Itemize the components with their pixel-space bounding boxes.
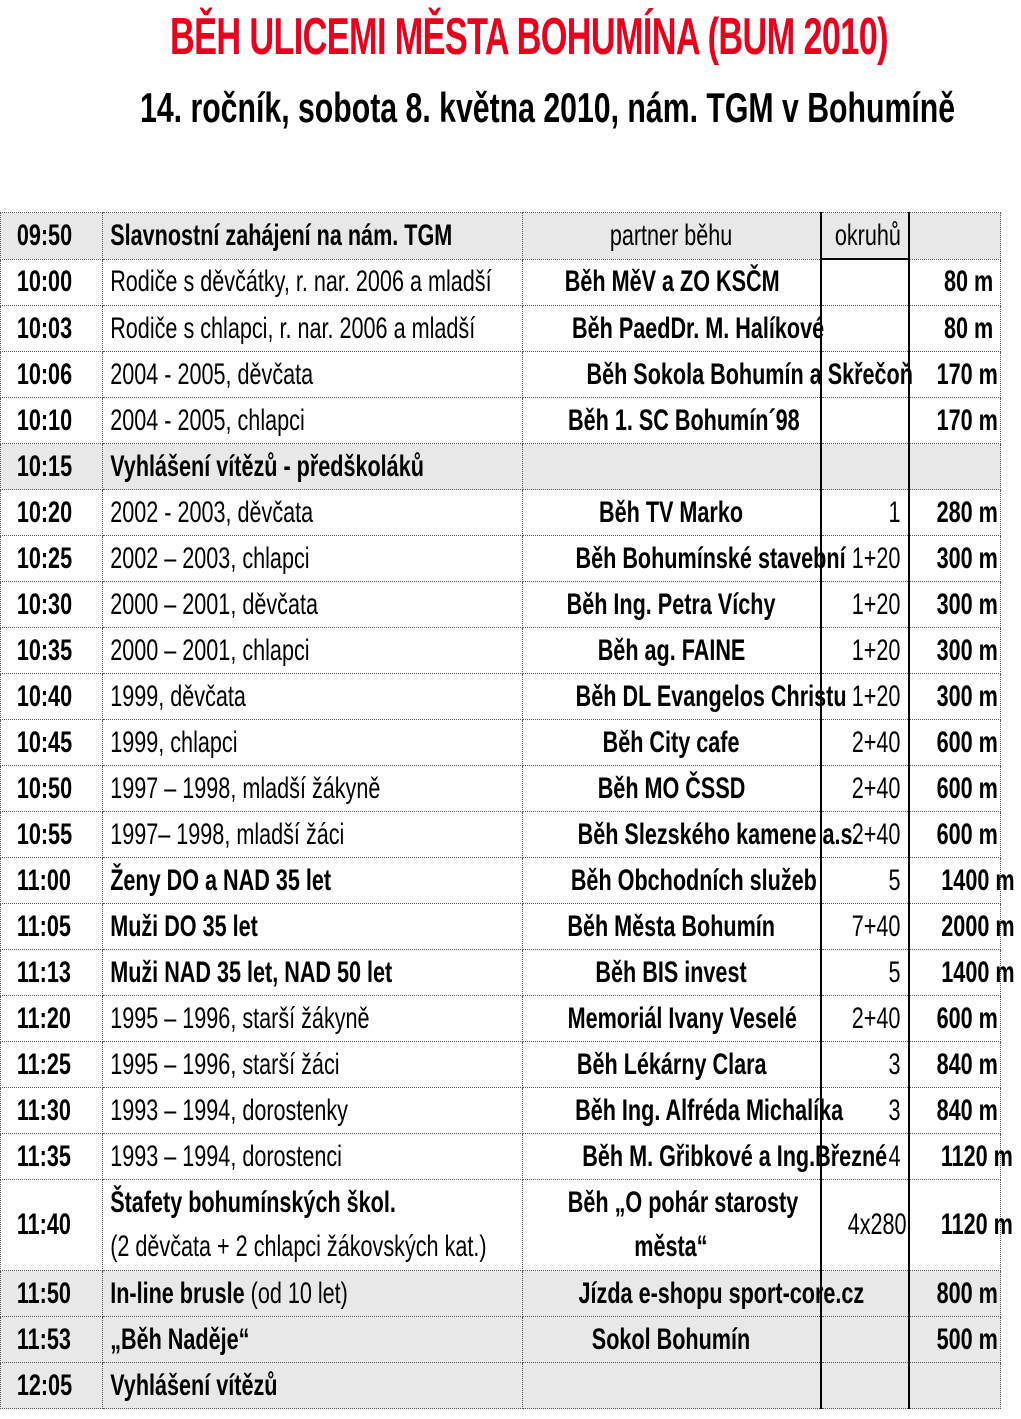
distance-text: 170 m [936, 403, 998, 437]
time-text: 11:53 [16, 1322, 71, 1356]
category-cell [103, 1363, 523, 1409]
category-cell [103, 536, 523, 582]
distance-text: 1120 m [940, 1208, 1013, 1241]
table-row [1, 950, 1001, 996]
partner-cell [523, 213, 821, 260]
distance-cell [909, 628, 1001, 674]
rounds-cell [821, 1180, 909, 1271]
partner-text: Běh DL Evangelos Christu [575, 679, 847, 713]
time-cell [1, 628, 103, 674]
time-cell [1, 582, 103, 628]
time-cell [1, 1042, 103, 1088]
category-text: 2000 – 2001, děvčata [110, 587, 318, 621]
time-text: 11:30 [16, 1093, 71, 1127]
partner-text: Sokol Bohumín [592, 1322, 751, 1356]
time-cell [1, 490, 103, 536]
rounds-text: 2+40 [851, 771, 901, 805]
table-row [1, 490, 1001, 536]
category-text: 1999, děvčata [110, 679, 246, 713]
distance-text: 80 m [943, 265, 993, 299]
distance-text: 300 m [936, 587, 998, 621]
rounds-text: 5 [888, 955, 901, 989]
partner-cell [523, 628, 821, 674]
rounds-cell [821, 490, 909, 536]
time-text: 10:03 [16, 311, 73, 345]
distance-cell [909, 306, 1001, 352]
category-text: 2002 – 2003, chlapci [110, 541, 310, 575]
distance-text: 800 m [936, 1276, 998, 1310]
partner-cell [523, 674, 847, 720]
partner-text: Běh Bohumínské stavební [575, 541, 846, 575]
distance-text: 1400 m [940, 955, 1015, 989]
partner-text: Běh Lékárny Clara [576, 1047, 767, 1081]
table-row [1, 213, 1001, 260]
partner-text: Běh ag. FAINE [597, 633, 746, 667]
distance-cell [909, 858, 1015, 904]
category-cell [103, 674, 523, 720]
time-cell [1, 213, 103, 260]
partner-cell [523, 398, 821, 444]
time-text: 11:00 [16, 863, 71, 897]
time-cell [1, 352, 103, 398]
rounds-cell [821, 720, 909, 766]
distance-cell [909, 996, 1001, 1042]
rounds-text: 3 [888, 1093, 901, 1127]
partner-text: Běh BIS invest [595, 955, 747, 989]
partner-text: Běh „O pohár starosty [567, 1186, 799, 1219]
category-cell [103, 1271, 523, 1317]
page-subtitle: 14. ročník, sobota 8. května 2010, nám. TGM v Bohumíně [140, 84, 956, 131]
category-cell [103, 904, 523, 950]
distance-text: 170 m [936, 357, 998, 391]
rounds-cell [821, 582, 909, 628]
time-cell [1, 1088, 103, 1134]
partner-text: Běh Ing. Alfréda Michalíka [575, 1093, 844, 1127]
rounds-text: 4x280 [847, 1208, 907, 1241]
rounds-text: 2+40 [851, 1001, 901, 1035]
partner-cell [523, 766, 821, 812]
distance-cell [909, 812, 1001, 858]
column-header-partner: partner běhu [609, 218, 733, 252]
time-text: 11:25 [16, 1047, 71, 1081]
category-text: Ženy DO a NAD 35 let [110, 863, 332, 897]
time-text: 10:25 [16, 541, 73, 575]
time-cell [1, 536, 103, 582]
table-row [1, 812, 1001, 858]
time-text: 10:50 [16, 771, 73, 805]
time-text: 10:15 [16, 449, 73, 483]
time-text: 10:00 [16, 265, 73, 299]
distance-cell [909, 950, 1015, 996]
distance-text: 600 m [936, 771, 998, 805]
partner-cell [523, 259, 821, 306]
category-text: 2002 - 2003, děvčata [110, 495, 314, 529]
time-text: 11:05 [16, 909, 71, 943]
table-row [1, 766, 1001, 812]
partner-text: Běh City cafe [602, 725, 740, 759]
distance-text: 600 m [936, 725, 998, 759]
time-cell [1, 1271, 103, 1317]
time-cell [1, 1317, 103, 1363]
time-cell [1, 950, 103, 996]
category-cell [103, 858, 523, 904]
rounds-text: 7+40 [851, 909, 901, 943]
table-row [1, 536, 1001, 582]
category-cell [103, 398, 523, 444]
distance-cell [909, 536, 1001, 582]
table-row [1, 259, 1001, 306]
rounds-cell [821, 1317, 909, 1363]
distance-cell [909, 1271, 1001, 1317]
category-text: 1999, chlapci [110, 725, 238, 759]
category-cell [103, 213, 523, 260]
distance-text: 280 m [936, 495, 998, 529]
rounds-cell [821, 398, 909, 444]
distance-text: 1400 m [940, 863, 1015, 897]
table-row [1, 352, 1001, 398]
partner-text: Běh M. Gřibkové a Ing.Březné [582, 1139, 888, 1173]
partner-text: města“ [634, 1230, 708, 1263]
time-cell [1, 812, 103, 858]
category-text: Vyhlášení vítězů [110, 1368, 278, 1402]
distance-text: 300 m [936, 633, 998, 667]
category-text: „Běh Naděje“ [110, 1322, 250, 1356]
partner-text: Běh Slezského kamene a.s. [577, 817, 859, 851]
table-row [1, 1363, 1001, 1409]
category-cell [103, 259, 523, 306]
table-row [1, 444, 1001, 490]
time-cell [1, 858, 103, 904]
time-cell [1, 1363, 103, 1409]
category-text: Slavnostní zahájení na nám. TGM [110, 218, 453, 252]
partner-text: Běh Sokola Bohumín a Skřečoň [586, 357, 913, 391]
category-text: In-line brusle [110, 1276, 245, 1310]
distance-cell [909, 352, 1001, 398]
distance-cell [909, 1042, 1001, 1088]
rounds-cell [821, 950, 909, 996]
time-text: 10:20 [16, 495, 73, 529]
table-row [1, 398, 1001, 444]
time-text: 10:55 [16, 817, 73, 851]
distance-cell [909, 444, 1001, 490]
time-cell [1, 306, 103, 352]
time-cell [1, 1134, 103, 1180]
rounds-text: 1+20 [851, 587, 901, 621]
time-cell [1, 444, 103, 490]
rounds-text: 1+20 [851, 541, 901, 575]
partner-cell [523, 1180, 821, 1271]
table-row [1, 582, 1001, 628]
time-text: 10:30 [16, 587, 73, 621]
partner-cell [523, 720, 821, 766]
partner-cell [523, 352, 913, 398]
time-text: 10:35 [16, 633, 73, 667]
distance-text: 500 m [936, 1322, 998, 1356]
distance-text: 600 m [936, 817, 998, 851]
rounds-text: 4 [888, 1139, 901, 1173]
partner-cell [523, 1088, 844, 1134]
partner-cell [523, 858, 821, 904]
distance-text: 2000 m [940, 909, 1015, 943]
partner-cell [523, 904, 821, 950]
category-cell [103, 444, 523, 490]
table-row [1, 1088, 1001, 1134]
category-text: 1997 – 1998, mladší žákyně [110, 771, 381, 805]
time-text: 11:35 [16, 1139, 71, 1173]
table-row [1, 1317, 1001, 1363]
category-text: 1995 – 1996, starší žáci [110, 1047, 340, 1081]
category-text: Vyhlášení vítězů - předškoláků [110, 449, 424, 483]
partner-cell [523, 1317, 821, 1363]
distance-cell [909, 259, 1001, 306]
rounds-cell [821, 996, 909, 1042]
rounds-cell [821, 444, 909, 490]
time-text: 11:40 [16, 1208, 71, 1241]
partner-cell [523, 996, 821, 1042]
time-cell [1, 904, 103, 950]
time-cell [1, 1180, 103, 1271]
table-row [1, 306, 1001, 352]
partner-cell [523, 444, 821, 490]
table-row [1, 904, 1001, 950]
rounds-cell [821, 213, 909, 260]
rounds-cell [821, 259, 909, 306]
distance-cell [909, 1134, 1013, 1180]
distance-cell [909, 720, 1001, 766]
time-text: 10:40 [16, 679, 73, 713]
distance-cell [909, 490, 1001, 536]
category-cell [103, 996, 523, 1042]
category-text: 2004 - 2005, chlapci [110, 403, 305, 437]
time-text: 11:50 [16, 1276, 71, 1310]
partner-text: Memoriál Ivany Veselé [567, 1001, 797, 1035]
rounds-text: 1+20 [851, 633, 901, 667]
category-text: 1993 – 1994, dorostenci [110, 1139, 342, 1173]
category-text: 1993 – 1994, dorostenky [110, 1093, 348, 1127]
category-cell [103, 1180, 523, 1271]
rounds-text: 2+40 [851, 725, 901, 759]
category-text: Štafety bohumínských škol. [110, 1186, 396, 1219]
partner-cell [523, 1134, 888, 1180]
time-cell [1, 674, 103, 720]
category-cell [103, 490, 523, 536]
partner-cell [523, 306, 825, 352]
rounds-cell [821, 766, 909, 812]
distance-cell [909, 213, 1001, 260]
partner-cell [523, 1271, 865, 1317]
time-text: 12:05 [16, 1368, 73, 1402]
category-text: Rodiče s chlapci, r. nar. 2006 a mladší [110, 311, 476, 345]
category-note: (2 děvčata + 2 chlapci žákovských kat.) [110, 1230, 487, 1263]
time-cell [1, 996, 103, 1042]
partner-text: Běh Města Bohumín [567, 909, 776, 943]
category-cell [103, 1088, 523, 1134]
partner-text: Běh PaedDr. M. Halíkové [572, 311, 825, 345]
category-cell [103, 766, 523, 812]
rounds-text: 1 [888, 495, 901, 529]
distance-text: 80 m [943, 311, 993, 345]
time-cell [1, 398, 103, 444]
distance-text: 840 m [936, 1093, 998, 1127]
distance-cell [909, 1180, 1013, 1271]
rounds-cell [821, 1042, 909, 1088]
category-cell [103, 582, 523, 628]
partner-cell [523, 536, 846, 582]
partner-text: Běh MěV a ZO KSČM [564, 265, 780, 299]
distance-cell [909, 1317, 1001, 1363]
rounds-cell [821, 904, 909, 950]
table-row [1, 628, 1001, 674]
distance-cell [909, 904, 1015, 950]
category-text: 2000 – 2001, chlapci [110, 633, 310, 667]
table-row [1, 996, 1001, 1042]
distance-cell [909, 674, 1001, 720]
partner-cell [523, 812, 859, 858]
time-text: 10:10 [16, 403, 73, 437]
category-cell [103, 1134, 523, 1180]
category-text: Rodiče s děvčátky, r. nar. 2006 a mladší [110, 265, 492, 299]
rounds-cell [821, 628, 909, 674]
distance-cell [909, 1363, 1001, 1409]
rounds-text: 5 [888, 863, 901, 897]
category-note: (od 10 let) [244, 1276, 348, 1310]
distance-cell [909, 582, 1001, 628]
rounds-cell [821, 306, 909, 352]
distance-text: 300 m [936, 679, 998, 713]
category-cell [103, 352, 523, 398]
distance-text: 1120 m [940, 1139, 1013, 1173]
partner-text: Jízda e-shopu sport-core.cz [578, 1276, 865, 1310]
distance-text: 300 m [936, 541, 998, 575]
time-text: 11:13 [16, 955, 71, 989]
page-title: BĚH ULICEMI MĚSTA BOHUMÍNA (BUM 2010) [170, 8, 888, 66]
table-row [1, 674, 1001, 720]
table-row [1, 1180, 1001, 1271]
category-text: Muži DO 35 let [110, 909, 258, 943]
partner-cell [523, 950, 821, 996]
category-text: 1997– 1998, mladší žáci [110, 817, 345, 851]
time-text: 09:50 [16, 218, 73, 252]
rounds-text: 1+20 [851, 679, 901, 713]
column-header-rounds: okruhů [834, 218, 901, 252]
time-cell [1, 720, 103, 766]
category-cell [103, 812, 523, 858]
partner-text: Běh TV Marko [599, 495, 744, 529]
distance-cell [909, 1088, 1001, 1134]
table-row [1, 1271, 1001, 1317]
schedule-table [0, 212, 1015, 1409]
partner-text: Běh Ing. Petra Víchy [566, 587, 776, 621]
category-text: 2004 - 2005, děvčata [110, 357, 314, 391]
category-cell [103, 628, 523, 674]
distance-text: 600 m [936, 1001, 998, 1035]
table-row [1, 1134, 1001, 1180]
rounds-text: 3 [888, 1047, 901, 1081]
rounds-cell [821, 1363, 909, 1409]
partner-text: Běh Obchodních služeb [570, 863, 817, 897]
table-row [1, 858, 1001, 904]
category-text: Muži NAD 35 let, NAD 50 let [110, 955, 393, 989]
table-row [1, 720, 1001, 766]
time-text: 10:45 [16, 725, 73, 759]
partner-cell [523, 1363, 821, 1409]
time-text: 10:06 [16, 357, 73, 391]
category-cell [103, 1317, 523, 1363]
distance-text: 840 m [936, 1047, 998, 1081]
time-cell [1, 259, 103, 306]
rounds-text: 2+40 [851, 817, 901, 851]
time-cell [1, 766, 103, 812]
distance-cell [909, 398, 1001, 444]
distance-cell [909, 766, 1001, 812]
table-row [1, 1042, 1001, 1088]
category-text: 1995 – 1996, starší žákyně [110, 1001, 370, 1035]
partner-cell [523, 582, 821, 628]
category-cell [103, 306, 523, 352]
partner-cell [523, 490, 821, 536]
partner-text: Běh MO ČSSD [597, 771, 746, 805]
category-cell [103, 950, 523, 996]
time-text: 11:20 [16, 1001, 71, 1035]
partner-text: Běh 1. SC Bohumín´98 [568, 403, 800, 437]
partner-cell [523, 1042, 821, 1088]
category-cell [103, 1042, 523, 1088]
rounds-cell [821, 858, 909, 904]
category-cell [103, 720, 523, 766]
